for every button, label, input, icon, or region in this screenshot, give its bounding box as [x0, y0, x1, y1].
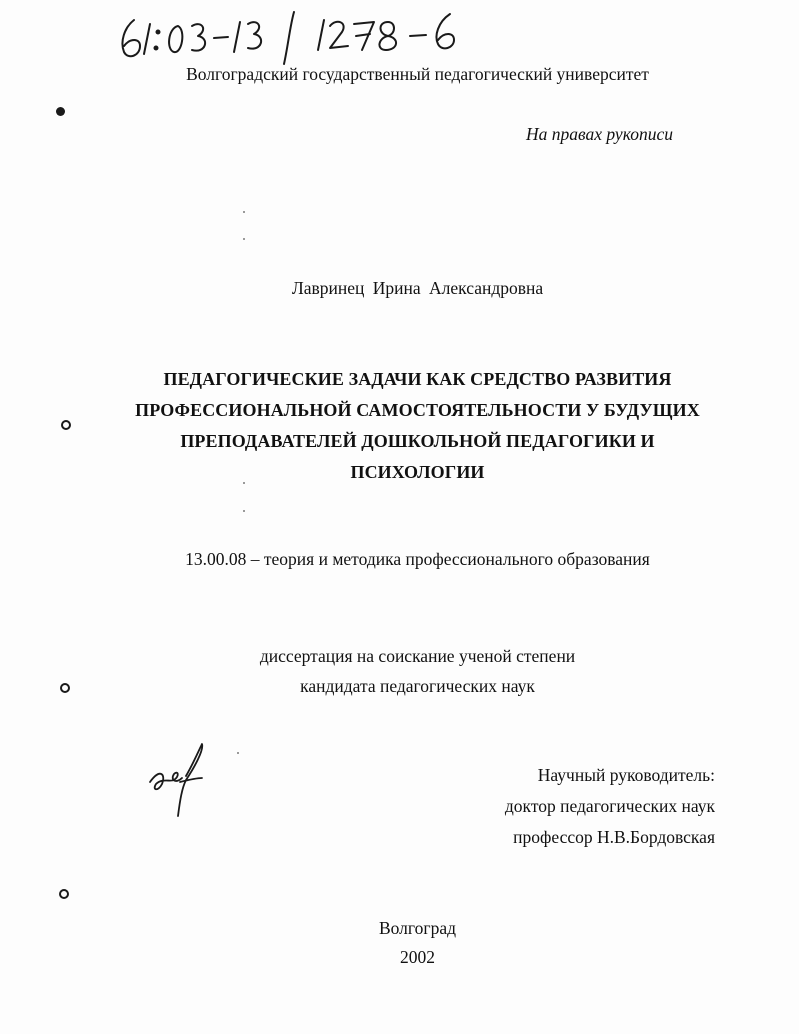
title-line: ПРЕПОДАВАТЕЛЕЙ ДОШКОЛЬНОЙ ПЕДАГОГИКИ И [180, 431, 655, 451]
supervisor-line: профессор Н.В.Бордовская [513, 827, 715, 847]
city-and-year [18, 914, 799, 972]
year: 2002 [400, 947, 435, 967]
handwritten-signature [140, 738, 220, 828]
degree-line: диссертация на соискание ученой степени [259, 646, 576, 666]
supervisor-line: Научный руководитель: [537, 765, 715, 785]
degree-statement [18, 641, 799, 701]
scan-speck [237, 752, 239, 754]
scan-speck [243, 482, 245, 484]
punch-hole-mark [60, 683, 70, 693]
punch-hole-mark [56, 107, 65, 116]
scan-speck [243, 510, 245, 512]
scan-speck [243, 238, 245, 240]
title-line: ПРОФЕССИОНАЛЬНОЙ САМОСТОЯТЕЛЬНОСТИ У БУДУЩИХ [135, 400, 700, 420]
scientific-supervisor [505, 760, 715, 853]
city-name: Волгоград [378, 918, 456, 938]
title-line: ПЕДАГОГИЧЕСКИЕ ЗАДАЧИ КАК СРЕДСТВО РАЗВИТИЯ [163, 369, 672, 389]
dissertation-title [18, 364, 799, 488]
scan-speck [243, 211, 245, 213]
specialty-code: 13.00.08 – теория и методика профессионального образования [185, 549, 650, 569]
punch-hole-mark [59, 889, 69, 899]
handwritten-catalog-code [112, 6, 492, 66]
university-name: Волгоградский государственный педагогический университет [186, 64, 649, 84]
manuscript-rights-note: На правах рукописи [526, 124, 673, 144]
title-line: ПСИХОЛОГИИ [350, 462, 485, 482]
punch-hole-mark [61, 420, 71, 430]
author-name: Лавринец Ирина Александровна [291, 278, 544, 298]
supervisor-line: доктор педагогических наук [504, 796, 715, 816]
degree-line: кандидата педагогических наук [300, 676, 535, 696]
